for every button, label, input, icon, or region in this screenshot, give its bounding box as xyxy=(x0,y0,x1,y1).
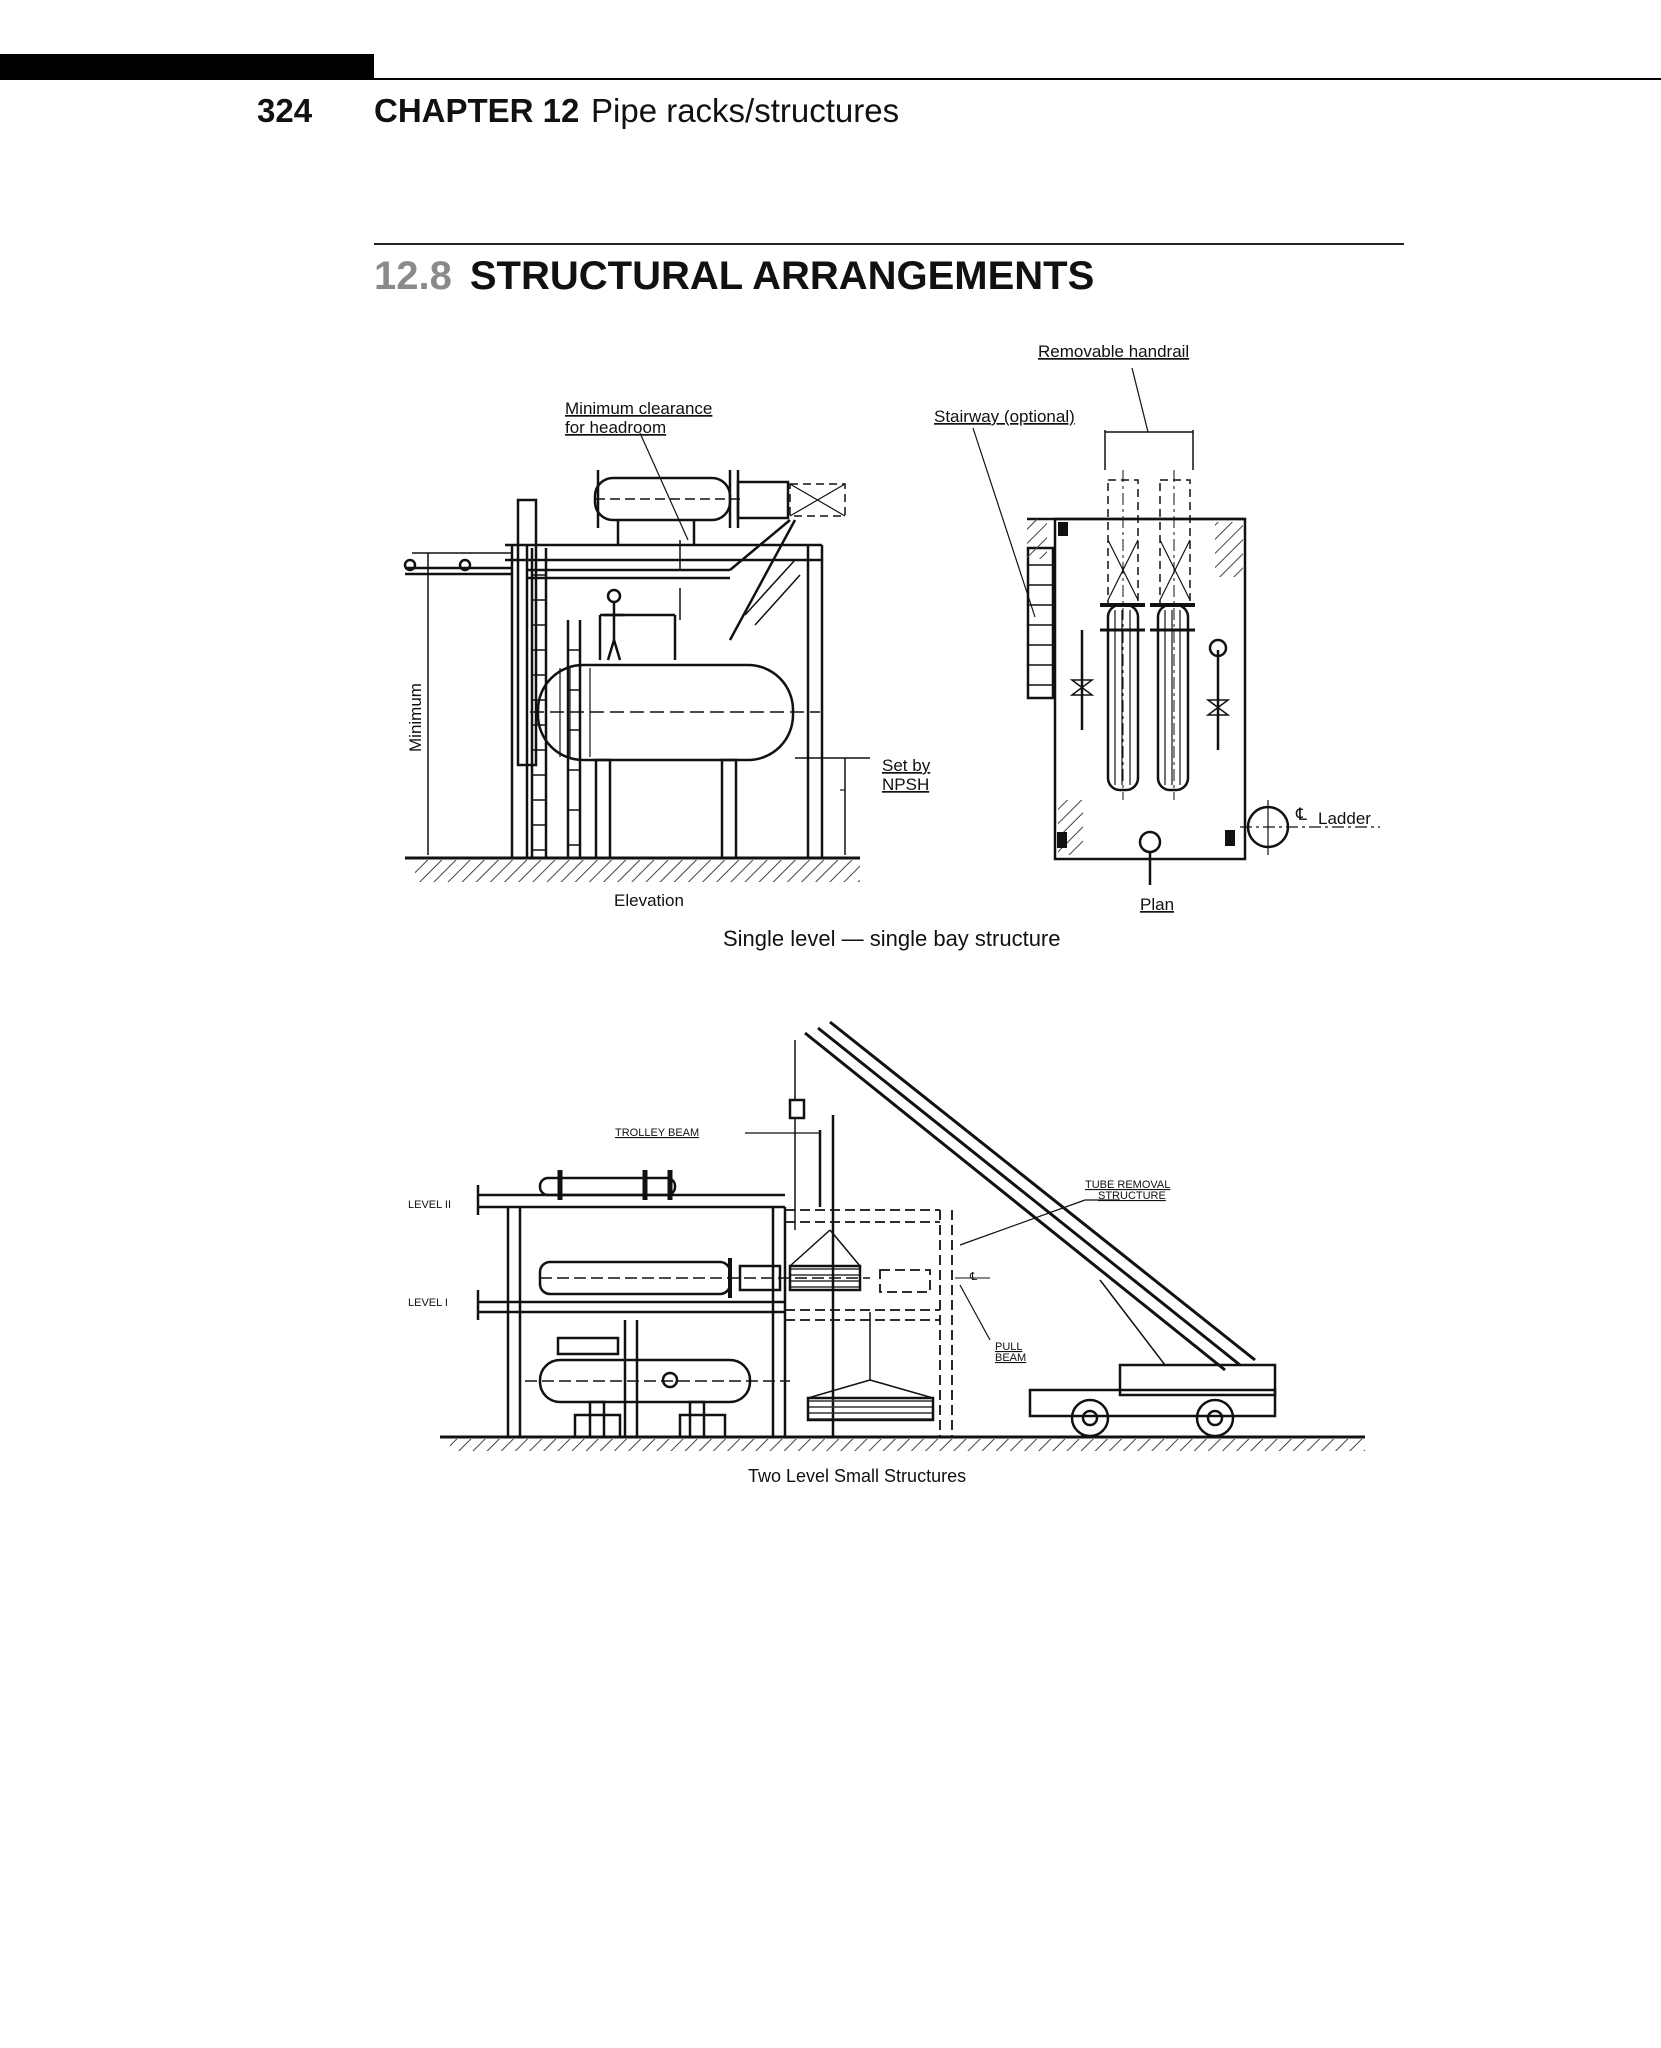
plan-drawing xyxy=(973,368,1380,885)
label-pull-beam-line1: PULL xyxy=(995,1341,1023,1353)
label-minimum: Minimum xyxy=(406,683,425,752)
chapter-title: Pipe racks/structures xyxy=(591,92,900,129)
two-level-drawing xyxy=(440,1022,1365,1451)
figure1-caption: Single level — single bay structure xyxy=(723,926,1061,951)
page-number: 324 xyxy=(257,92,313,129)
label-centerline: ℄ xyxy=(1296,805,1307,824)
label-trolley-beam: TROLLEY BEAM xyxy=(615,1127,700,1139)
label-min-clearance-line2: for headroom xyxy=(565,418,667,437)
label-elevation: Elevation xyxy=(614,891,684,910)
chapter-label: CHAPTER 12 xyxy=(374,92,580,129)
label-set-by: Set by xyxy=(882,756,931,775)
label-centerline-2: ℄ xyxy=(970,1271,978,1283)
label-tube-removal-line2: STRUCTURE xyxy=(1098,1190,1166,1202)
label-npsh: NPSH xyxy=(882,775,930,794)
label-min-clearance-line1: Minimum clearance xyxy=(565,399,713,418)
section-title: STRUCTURAL ARRANGEMENTS xyxy=(469,254,1095,298)
section-number: 12.8 xyxy=(374,254,452,298)
label-level-1: LEVEL I xyxy=(408,1297,448,1309)
label-pull-beam-line2: BEAM xyxy=(995,1352,1027,1364)
label-plan: Plan xyxy=(1140,895,1175,914)
label-tube-removal-line1: TUBE REMOVAL xyxy=(1085,1179,1171,1191)
label-stairway: Stairway (optional) xyxy=(934,407,1075,426)
label-level-2: LEVEL II xyxy=(408,1199,452,1211)
figure2-caption: Two Level Small Structures xyxy=(748,1466,967,1486)
label-ladder: Ladder xyxy=(1318,809,1371,828)
elevation-drawing xyxy=(405,433,870,882)
label-removable-handrail: Removable handrail xyxy=(1038,342,1190,361)
